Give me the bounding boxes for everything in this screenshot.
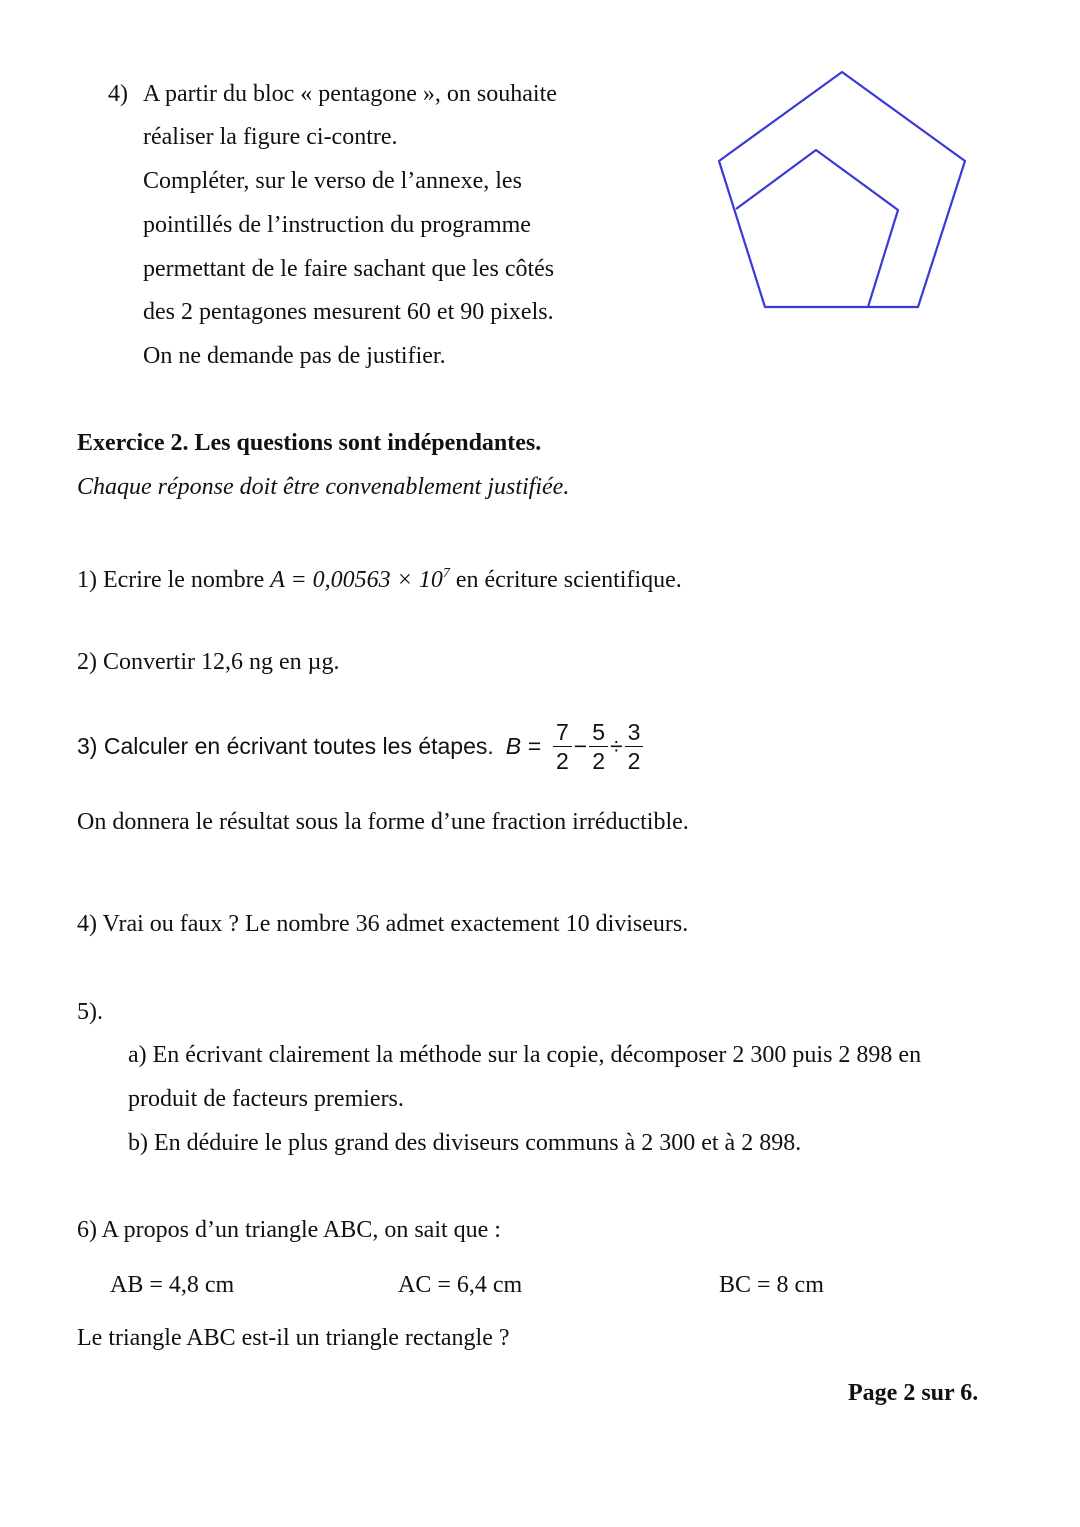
page-number: Page 2 sur 6. — [848, 1380, 979, 1406]
ex2-q6-bc: BC = 8 cm — [719, 1272, 824, 1298]
fraction-3: $\frac{3}{2}$ — [625, 718, 644, 775]
inner-pentagon — [736, 150, 898, 307]
ex2-q1-prefix: 1) Ecrire le nombre — [77, 567, 271, 593]
ex2-q1-suffix: en écriture scientifique. — [449, 567, 682, 593]
q4-line-2: réaliser la figure ci-contre. — [143, 124, 398, 150]
ex2-q4: 4) Vrai ou faux ? Le nombre 36 admet exactement 10 diviseurs. — [77, 911, 689, 937]
ex2-q5-number: 5). — [77, 999, 103, 1025]
pentagon-figure — [700, 60, 990, 320]
fraction-2: $\frac{5}{2}$ — [589, 718, 608, 775]
q4-line-5: permettant de le faire sachant que les côtés — [143, 256, 555, 282]
q4-number: 4) — [108, 81, 128, 107]
ex2-q5b: b) En déduire le plus grand des diviseurs communs à 2 300 et à 2 898. — [128, 1130, 802, 1156]
q4-line-3: Compléter, sur le verso de l’annexe, les — [143, 168, 522, 194]
ex2-q6-ac: AC = 6,4 cm — [398, 1272, 523, 1298]
fraction-1: $\frac{7}{2}$ — [553, 718, 572, 775]
ex2-q5a-line-1: a) En écrivant clairement la méthode sur la copie, décomposer 2 300 puis 2 898 en — [128, 1042, 922, 1068]
exercise-2-title: Exercice 2. Les questions sont indépendantes. — [77, 430, 542, 456]
outer-pentagon — [719, 72, 965, 307]
ex2-q2: 2) Convertir 12,6 ng en µg. — [77, 649, 340, 675]
ex2-q6-question: Le triangle ABC est-il un triangle rectangle ? — [77, 1325, 510, 1351]
divide-operator: ÷ — [609, 733, 623, 759]
ex2-q1 — [77, 559, 682, 595]
ex2-q6-intro: 6) A propos d’un triangle ABC, on sait que : — [77, 1217, 501, 1243]
q4-line-4: pointillés de l’instruction du programme — [143, 212, 531, 238]
ex2-q3 — [77, 718, 645, 775]
ex2-q1-expression: A = 0,00563 × 10 — [270, 567, 443, 593]
q4-line-6: des 2 pentagones mesurent 60 et 90 pixels. — [143, 299, 554, 325]
exercise-2-subtitle: Chaque réponse doit être convenablement justifiée. — [77, 474, 570, 500]
q4-line-1: A partir du bloc « pentagone », on souhaite — [143, 81, 557, 107]
ex2-q5a-line-2: produit de facteurs premiers. — [128, 1086, 404, 1112]
minus-operator: − — [573, 733, 588, 759]
ex2-q3-variable: B = — [505, 733, 541, 759]
ex2-q3-note: On donnera le résultat sous la forme d’une fraction irréductible. — [77, 809, 689, 835]
ex2-q1-exponent: 7 — [442, 566, 450, 581]
ex2-q3-text: 3) Calculer en écrivant toutes les étapes. — [77, 733, 494, 759]
ex2-q6-ab: AB = 4,8 cm — [110, 1272, 235, 1298]
q4-line-7: On ne demande pas de justifier. — [143, 343, 446, 369]
